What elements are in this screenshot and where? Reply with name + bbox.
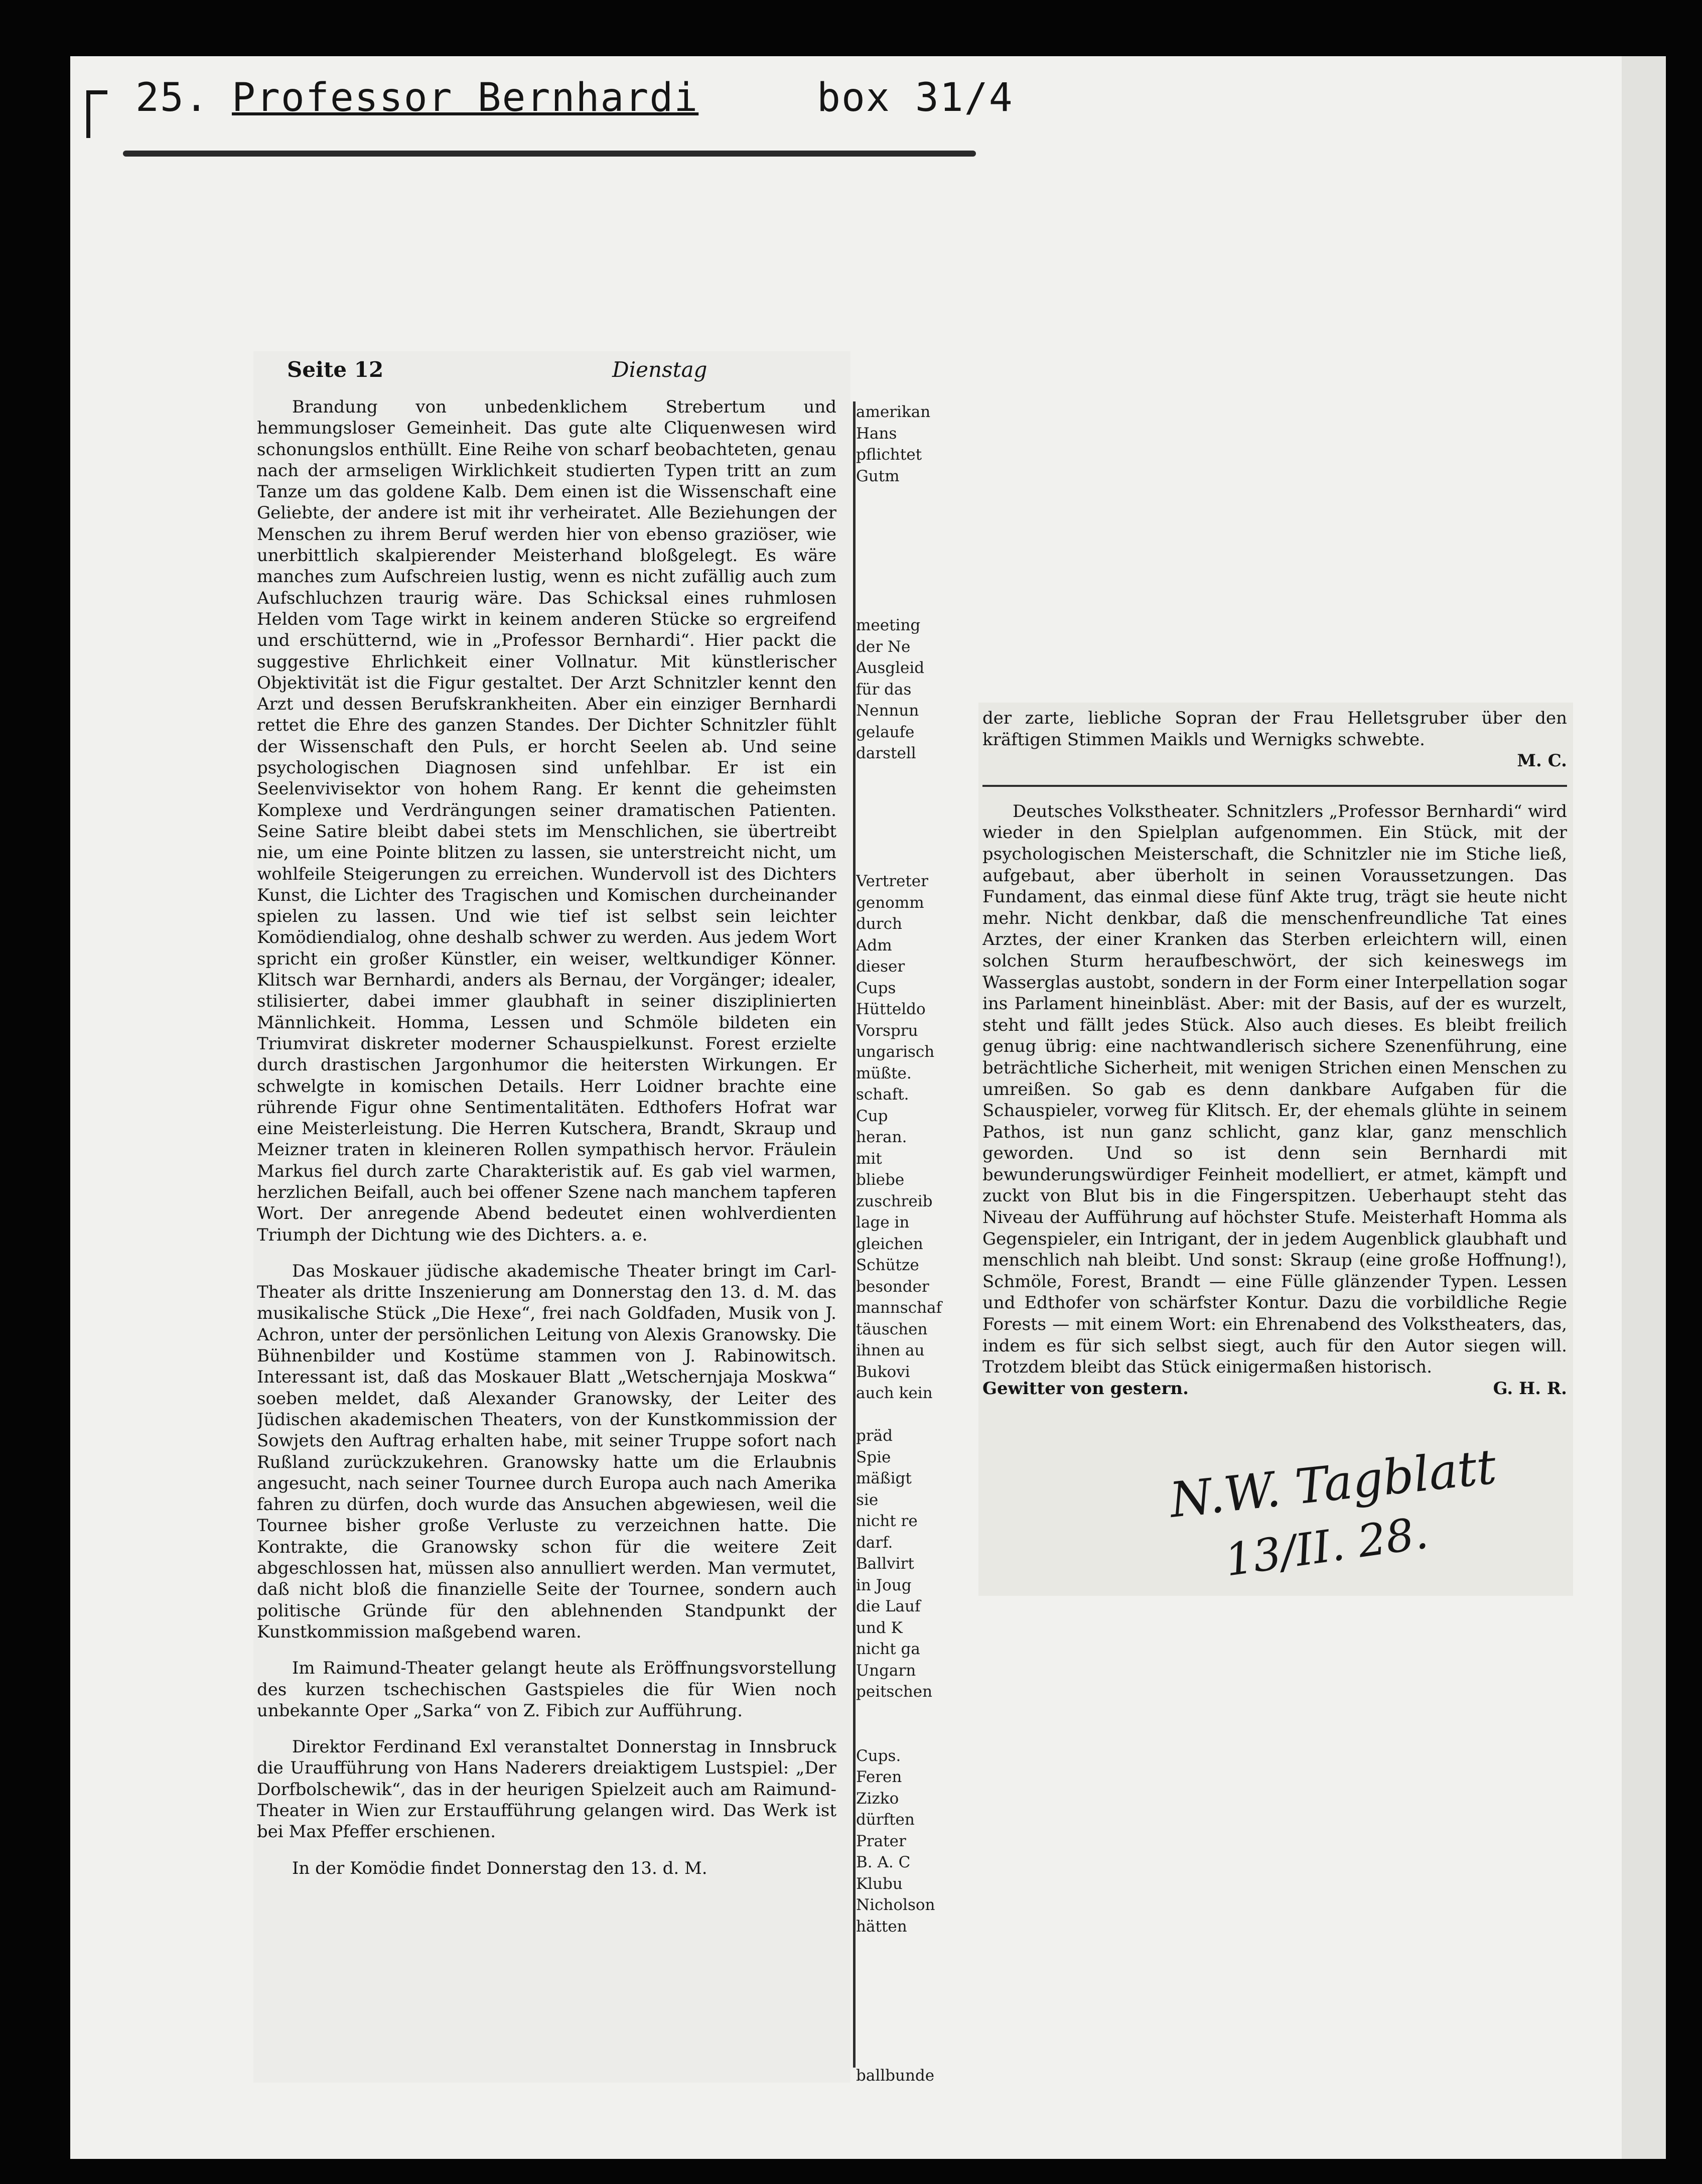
torn-line: Gutm — [856, 467, 900, 485]
torn-line: für das — [856, 680, 912, 699]
torn-line: Prater — [856, 1832, 906, 1850]
right-footer — [982, 1378, 1567, 1400]
torn-line: nicht re — [856, 1512, 918, 1530]
torn-line: Vorspru — [856, 1021, 918, 1040]
torn-line — [856, 1937, 985, 1959]
torn-line: und K — [856, 1618, 903, 1637]
right-rule — [982, 785, 1567, 787]
torn-line: Bukovi — [856, 1362, 910, 1381]
torn-line: müßte. — [856, 1064, 912, 1082]
torn-line — [856, 2001, 985, 2023]
main-column — [257, 396, 836, 2073]
torn-line: der Ne — [856, 637, 911, 656]
torn-line: Hans — [856, 424, 897, 443]
torn-line — [856, 572, 985, 594]
right-top-signature: M. C. — [1517, 751, 1567, 771]
item-title: Professor Bernhardi — [232, 75, 699, 120]
corner-mark — [86, 90, 90, 138]
torn-line: Adm — [856, 936, 892, 954]
box-label: box 31/4 — [817, 75, 1014, 120]
torn-line: zuschreib — [856, 1192, 933, 1210]
torn-line: meeting — [856, 616, 921, 634]
torn-line: Ungarn — [856, 1661, 916, 1680]
torn-line: Ballvirt — [856, 1555, 914, 1573]
torn-line: Hütteldo — [856, 1000, 926, 1018]
paragraph-review: Brandung von unbedenklichem Strebertum und hemmungsloser Gemeinheit. Das gute alte Cliquenwesen wird schonungslos enthüllt. Eine Reihe von scharf beobachteten, genau nach der armseligen Wirklichkeit studierten Typen tritt an zum Tanze um das goldene Kalb. Dem einen ist die Wissenschaft eine Geliebte, der andere ist mit ihr verheiratet. Alle Beziehungen der Menschen zu ihrem Beruf werden hier von ebenso graziöser, wie unerbittlich skalpierender Meisterhand bloßgelegt. Es wäre manches zum Aufschreien lustig, wenn es nicht zufällig auch zum Aufschluchzen traurig wäre. Das Schicksal eines ruhmlosen Helden vom Tage wirkt in keinem anderen Stücke so ergreifend und erschütternd, wie in „Professor Bernhardi“. Hier packt die suggestive Ehrlichkeit einer Vollnatur. Mit künstlerischer Objektivität ist die Figur gestaltet. Der Arzt Schnitzler kennt den Arzt und dessen Berufskrankheiten. Aber ein einziger Bernhardi rettet die Ehre des ganzen Standes. Der Dichter Schnitzler fühlt der Wissenschaft den Puls, er horcht Seelen ab. Und seine psychologischen Diagnosen sind unfehlbar. Er ist ein Seelenvivisektor von hohem Rang. Er kennt die geheimsten Komplexe und Verdrängungen seiner dramatischen Patienten. Seine Satire bleibt dabei stets im Menschlichen, sie übertreibt nie, um eine Pointe blitzen zu lassen, sie unterstreicht nicht, um wohlfeile Steigerungen zu erreichen. Wundervoll ist des Dichters Kunst, die Lichter des Tragischen und Komischen durcheinander spielen zu lassen. Und wie tief ist selbst sein leichter Komödiendialog, ohne deshalb schwer zu werden. Aus jedem Wort spricht ein großer Künstler, ein weiser, weltkundiger Könner. Klitsch war Bernhardi, anders als Bernau, der Vorgänger; idealer, stilisierter, dabei immer glaubhaft in seiner disziplinierten Männlichkeit. Homma, Lessen und Schmöle bildeten ein Triumvirat diskreter moderner Schauspielkunst. Forest erzielte durch drastischen Jargonhumor die heitersten Wirkungen. Er schwelgte in komischen Details. Herr Loidner brachte eine rührende Figur ohne Sentimentalitäten. Edthofers Hofrat war eine Meisterleistung. Die Herren Kutschera, Brandt, Skraup und Meizner traten in kleineren Rollen sympathisch hervor. Fräulein Markus fiel durch zarte Charakteristik auf. Es gab viel warmen, herzlichen Beifall, auch bei offener Szene nach manchem tapferen Wort. Der anregende Abend bedeutet einen wohlverdienten Triumph der Dichtung wie des Dichters. a. e. — [257, 397, 836, 1245]
torn-line: peitschen — [856, 1683, 933, 1701]
torn-line: amerikan — [856, 403, 931, 421]
torn-line: heran. — [856, 1128, 907, 1146]
torn-line — [856, 1404, 985, 1426]
handwritten-date: 13/II. 28. — [1221, 1507, 1432, 1586]
torn-line — [856, 850, 985, 871]
torn-line: präd — [856, 1427, 893, 1445]
torn-line: dieser — [856, 958, 905, 976]
torn-line: gleichen — [856, 1235, 923, 1253]
torn-line: Spie — [856, 1448, 891, 1466]
sheet-edge — [1622, 56, 1666, 2159]
torn-line: ungarisch — [856, 1043, 935, 1061]
torn-line: Cup — [856, 1107, 888, 1125]
torn-line: dürften — [856, 1811, 915, 1829]
torn-line: Schütze — [856, 1256, 919, 1274]
torn-line: nicht ga — [856, 1640, 920, 1658]
right-column — [982, 708, 1567, 1440]
torn-line: Zizko — [856, 1789, 899, 1808]
torn-line: pflichtet — [856, 446, 922, 464]
torn-line: die Lauf — [856, 1597, 921, 1615]
torn-line — [856, 1980, 985, 2001]
torn-line — [856, 508, 985, 530]
page-label: Seite 12 — [287, 357, 384, 382]
paragraph-raimund: Im Raimund-Theater gelangt heute als Eröffnungsvorstellung des kurzen tschechischen Gastspieles die für Wien noch unbekannte Oper „Sarka“ von Z. Fibich zur Aufführung. — [257, 1658, 836, 1721]
right-top-text: der zarte, liebliche Sopran der Frau Helletsgruber über den kräftigen Stimmen Maikls und Wernigks schwebte. — [982, 708, 1567, 750]
torn-line: Cups — [856, 979, 896, 997]
handwritten-source: N.W. Tagblatt — [1167, 1438, 1499, 1529]
torn-line: bliebe — [856, 1171, 905, 1189]
torn-line — [856, 487, 985, 508]
torn-line: sie — [856, 1490, 879, 1509]
torn-line: mannschaf — [856, 1299, 942, 1317]
torn-line: mäßigt — [856, 1469, 912, 1487]
day-label: Dienstag — [612, 357, 707, 382]
review-signature: G. H. R. — [1493, 1378, 1567, 1399]
torn-line: genomm — [856, 893, 924, 912]
column-rule — [853, 401, 856, 2068]
torn-line: lage in — [856, 1213, 910, 1232]
torn-line: auch kein — [856, 1384, 933, 1402]
torn-line — [856, 551, 985, 573]
torn-line — [856, 828, 985, 850]
footer-caption: Gewitter von gestern. — [982, 1378, 1189, 1399]
torn-line: Nicholson — [856, 1896, 935, 1914]
torn-line: schaft. — [856, 1085, 909, 1104]
corner-mark-top — [86, 90, 107, 94]
torn-line: durch — [856, 915, 902, 933]
torn-line: ihnen au — [856, 1341, 925, 1359]
torn-line: darf. — [856, 1533, 893, 1552]
torn-line: darstell — [856, 744, 916, 762]
torn-line: Klubu — [856, 1874, 903, 1893]
torn-line: täuschen — [856, 1320, 928, 1338]
torn-line — [856, 2044, 985, 2066]
torn-line — [856, 785, 985, 807]
torn-line — [856, 1959, 985, 1980]
torn-line: Ausgleid — [856, 659, 925, 677]
torn-line — [856, 594, 985, 615]
torn-line: hätten — [856, 1917, 907, 1936]
torn-line — [856, 1724, 985, 1745]
torn-line: gelaufe — [856, 723, 915, 741]
torn-line: in Joug — [856, 1576, 912, 1594]
torn-line — [856, 807, 985, 829]
volkstheater-review: Deutsches Volkstheater. Schnitzlers „Professor Bernhardi“ wird wieder in den Spielplan aufgenommen. Ein Stück, mit der psychologischen Meisterschaft, die Schnitzler nie im Stiche ließ, aufgebaut, aber überholt in seinen Voraussetzungen. Das Fundament, das einmal diese fünf Akte trug, trägt sie heute nicht mehr. Nicht denkbar, daß die menschenfreundliche Tat eines Arztes, der einer Kranken das Sterben erleichtern will, einen solchen Sturm heraufbeschwört, der sich keineswegs im Wasserglas austobt, sondern in der Form einer Interpellation sogar ins Parlament hineinbläst. Aber: mit der Basis, auf der es wurzelt, steht und fällt jedes Stück. Also auch dieses. Es bleibt freilich genug übrig: eine nachtwandlerisch sichere Szenenführung, eine beträchtliche Sicherheit, mit wenigen Strichen einen Menschen zu umreißen. So gab es denn dankbare Aufgaben für die Schauspieler, vorweg für Klitsch. Er, der ehemals glühte in seinem Pathos, ist nun ganz schlicht, ganz klar, ganz menschlich geworden. Und so ist denn sein Bernhardi mit bewunderungswürdiger Feinheit modelliert, er atmet, kämpft und zuckt von Blut bis in die Fingerspitzen. Ueberhaupt steht das Niveau der Aufführung auf höchster Stufe. Meisterhaft Homma als Gegenspieler, ein Intrigant, der in jedem Augenblick glaubhaft und menschlich nah bleibt. Und sonst: Skraup (eine große Hoffnung!), Schmöle, Forest, Brandt — eine Fülle glänzender Typen. Lessen und Edthofer von schärfster Kontur. Dazu die vorbildliche Regie Forests — mit einem Wort: ein Ehrenabend des Volkstheaters, das, indem es für sich selbst siegt, auch für den Autor siegen will. Trotzdem bleibt das Stück einigermaßen historisch. — [982, 801, 1567, 1378]
torn-line: Feren — [856, 1768, 902, 1786]
paragraph-exl: Direktor Ferdinand Exl veranstaltet Donnerstag in Innsbruck die Uraufführung von Hans Naderers dreiaktigem Lustspiel: „Der Dorfbolschewik“, das in der heurigen Spielzeit auch am Raimund-Theater in Wien zur Erstaufführung gelangen wird. Das Werk ist bei Max Pfeffer erschienen. — [257, 1737, 836, 1842]
item-number: 25. — [135, 75, 209, 120]
torn-line: Nennun — [856, 702, 919, 720]
torn-line: Cups. — [856, 1746, 901, 1765]
torn-line — [856, 764, 985, 786]
torn-line — [856, 529, 985, 551]
paragraph-komoedie: In der Komödie findet Donnerstag den 13. d. M. — [292, 1858, 707, 1878]
paragraph-moskauer: Das Moskauer jüdische akademische Theater bringt im Carl-Theater als dritte Inszenierung am Donnerstag den 13. d. M. das musikalische Stück „Die Hexe“, frei nach Goldfaden, Musik von J. Achron, unter der persönlichen Leitung von Alexis Granowsky. Die Bühnenbilder und Kostüme stammen von J. Rabinowitsch. Interessant ist, daß das Moskauer Blatt „Wetschernjaja Moskwa“ soeben meldet, daß Alexander Granowsky, der Leiter des Jüdischen akademischen Theaters, von der Kunstkommission der Sowjets den Auftrag erhalten habe, mit seiner Truppe sofort nach Rußland zurückzukehren. Granowsky hatte um die Erlaubnis angesucht, nach seiner Tournee durch Europa auch nach Amerika fahren zu dürfen, doch wurde das Ansuchen abgewiesen, weil die Tournee bisher große Verluste zu verzeichnen hatte. Die Kontrakte, die Granowsky schon für die weitere Zeit abgeschlossen hat, müssen also annulliert werden. Man vermutet, daß nicht bloß die finanzielle Seite der Tournee, sondern auch politische Gründe für den ablehnenden Standpunkt der Kunstkommission maßgebend waren. — [257, 1261, 836, 1642]
torn-column — [856, 401, 985, 2118]
torn-line: ballbunde — [856, 2067, 935, 2085]
torn-line — [856, 2022, 985, 2044]
torn-line: Vertreter — [856, 872, 928, 890]
torn-line: mit — [856, 1149, 882, 1168]
torn-line — [856, 1703, 985, 1724]
torn-line: B. A. C — [856, 1853, 911, 1871]
header-rule — [123, 151, 976, 157]
torn-line: besonder — [856, 1277, 929, 1296]
